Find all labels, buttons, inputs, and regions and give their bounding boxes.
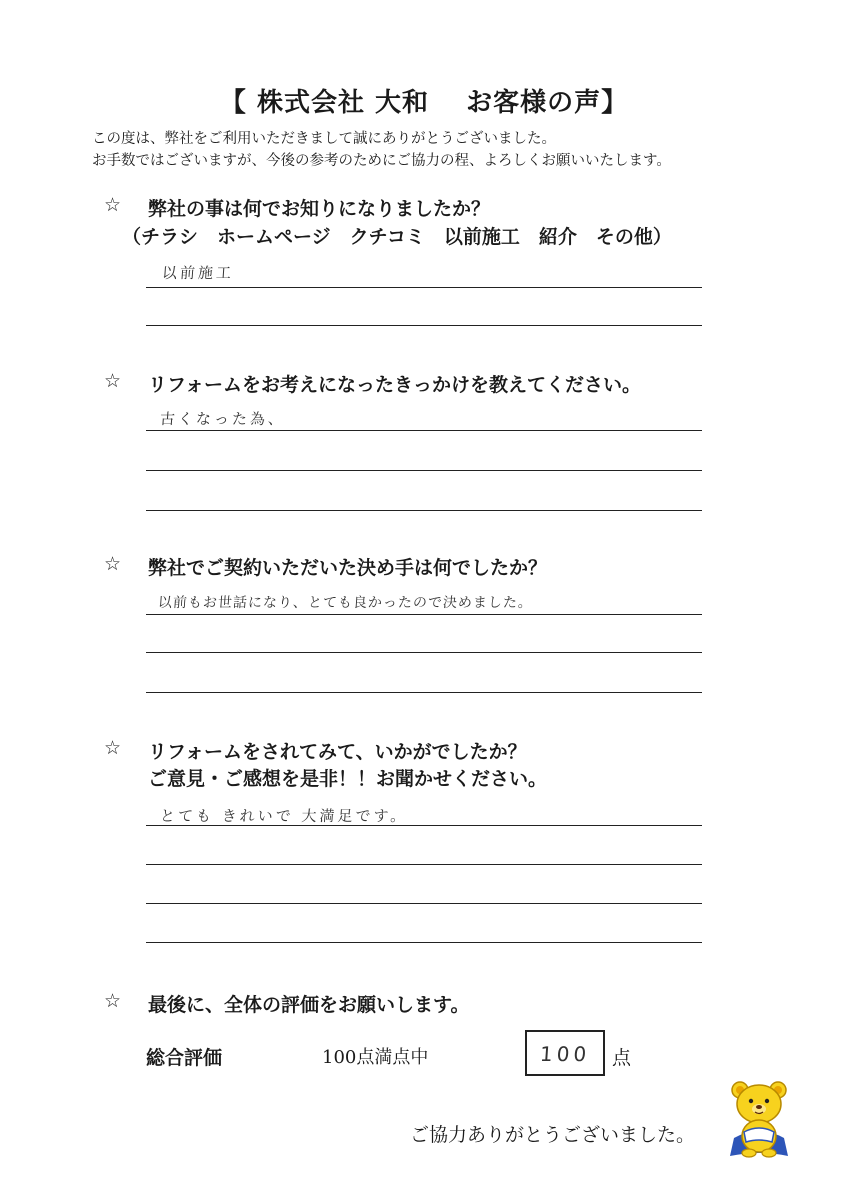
bear-mascot-icon <box>726 1080 792 1160</box>
closing-message: ご協力ありがとうございました。 <box>410 1124 696 1146</box>
answer-2-handwriting: 古くなった為、 <box>159 410 287 428</box>
score-value: 100 <box>539 1042 592 1066</box>
score-unit: 点 <box>612 1047 632 1069</box>
rating-scale: 100点満点中 <box>322 1047 429 1068</box>
question-4-subtext: ご意見・ご感想を是非！！お聞かせください。 <box>148 768 548 790</box>
star-icon: ☆ <box>104 990 122 1012</box>
star-icon: ☆ <box>104 553 122 575</box>
answer-1-handwriting: 以前施工 <box>161 264 235 282</box>
question-1-text: 弊社の事は何でお知りになりましたか？ <box>148 198 491 220</box>
answer-line <box>146 325 702 326</box>
intro-line-2: お手数ではございますが、今後の参考のためにご協力の程、よろしくお願いいたします。 <box>92 153 671 169</box>
answer-line <box>146 864 702 865</box>
star-icon: ☆ <box>104 737 122 759</box>
question-3-text: 弊社でご契約いただいた決め手は何でしたか？ <box>148 557 548 579</box>
answer-line <box>146 430 702 431</box>
answer-line <box>146 614 702 615</box>
question-4-text: リフォームをされてみて、いかがでしたか？ <box>148 741 527 763</box>
star-icon: ☆ <box>104 194 122 216</box>
answer-line <box>146 287 702 288</box>
intro-line-1: この度は、弊社をご利用いただきまして誠にありがとうございました。 <box>92 131 556 147</box>
answer-line <box>146 942 702 943</box>
answer-line <box>146 652 702 653</box>
answer-line <box>146 825 702 826</box>
answer-line <box>146 510 702 511</box>
question-5-text: 最後に、全体の評価をお願いします。 <box>148 994 470 1016</box>
answer-line <box>146 903 702 904</box>
answer-line <box>146 692 702 693</box>
page-title: 【 株式会社 大和 お客様の声】 <box>219 88 629 118</box>
star-icon: ☆ <box>104 370 122 392</box>
question-2-text: リフォームをお考えになったきっかけを教えてください。 <box>148 374 642 396</box>
answer-3-handwriting: 以前もお世話になり、とても良かったので決めました。 <box>157 595 534 611</box>
answer-line <box>146 470 702 471</box>
answer-4-handwriting: とても きれいで 大満足です。 <box>159 807 409 825</box>
rating-label: 総合評価 <box>146 1047 223 1069</box>
question-1-options: （チラシ ホームページ クチコミ 以前施工 紹介 その他） <box>122 226 672 248</box>
